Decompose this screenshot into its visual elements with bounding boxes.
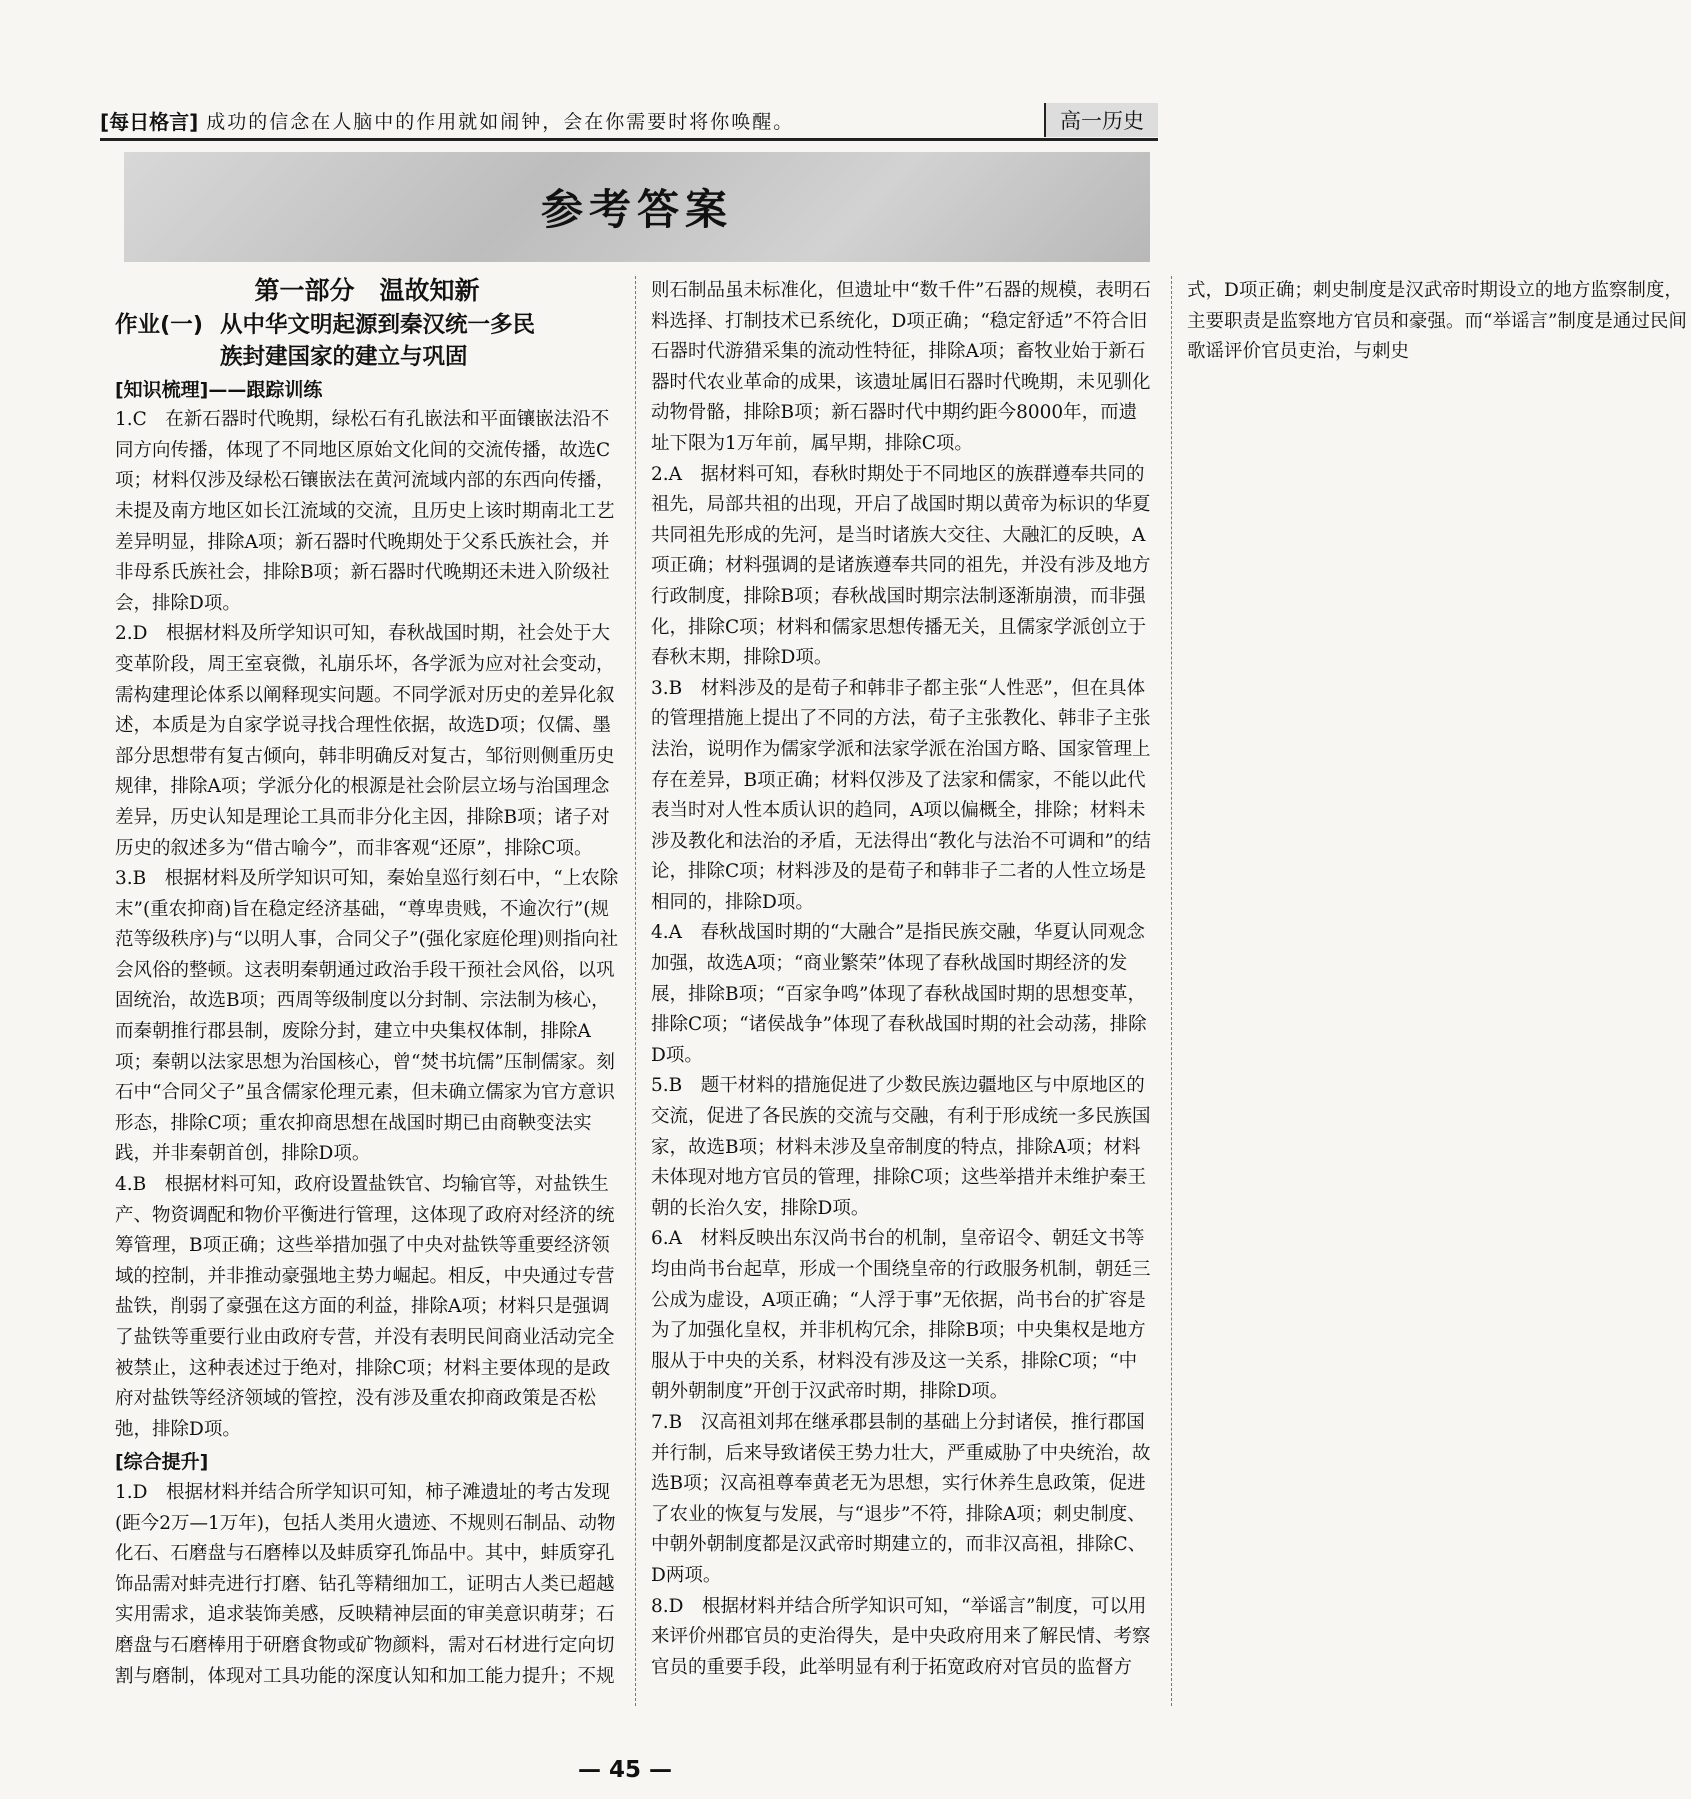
page-header xyxy=(100,102,1158,141)
homework-title-line2: 族封建国家的建立与巩固 xyxy=(220,343,468,370)
title-banner xyxy=(124,152,1150,262)
section-comprehensive: [综合提升] xyxy=(115,1451,209,1474)
section-knowledge: [知识梳理]——跟踪训练 xyxy=(115,378,323,401)
answer-entry: 1.D 根据材料并结合所学知识可知，柿子滩遗址的考古发现(距今2万—1万年)，包括人类用火遗迹、不规则石制品、动物化石、石磨盘与石磨棒以及蚌质穿孔饰品中。其中，蚌质穿孔饰品需对蚌壳进行打磨、钻孔等精细加工，证明古人类已超越实用需求，追求装饰美感，反映精神层面的审美意识萌芽；石磨盘与石磨棒用于研磨食物或矿物颜料，需对石材进行定向切割与磨制，体现对工具功能的深度认知和加工能力提升；不规则石制品虽未标准化，但遗址中“数千件”石器的规模，表明石料选择、打制技术已系统化，D项正确；“稳定舒适”不符合旧石器时代游猎采集的流动性特征，排除A项；畜牧业始于新石器时代农业革命的成果，该遗址属旧石器时代晚期，未见驯化动物骨骼，排除B项；新石器时代中期约距今8000年，而遗址下限为1万年前，属早期，排除C项。 xyxy=(115,280,1151,1687)
answer-entry: 4.B 根据材料可知，政府设置盐铁官、均输官等，对盐铁生产、物资调配和物价平衡进行管理，这体现了政府对经济的统筹管理，B项正确；这些举措加强了中央对盐铁等重要经济领域的控制，并非推动豪强地主势力崛起。相反，中央通过专营盐铁，削弱了豪强在这方面的利益，排除A项；材料只是强调了盐铁等重要行业由政府专营，并没有表明民间商业活动完全被禁止，这种表述过于绝对，排除C项；材料主要体现的是政府对盐铁等经济领域的管控，没有涉及重农抑商政策是否松弛，排除D项。 xyxy=(115,1174,615,1440)
answer-entry: 2.D 根据材料及所学知识可知，春秋战国时期，社会处于大变革阶段，周王室衰微，礼崩乐坏，各学派为应对社会变动，需构建理论体系以阐释现实问题。不同学派对历史的差异化叙述，本质是为自家学说寻找合理性依据，故选D项；仅儒、墨部分思想带有复古倾向，韩非明确反对复古，邹衍则侧重历史规律，排除A项；学派分化的根源是社会阶层立场与治国理念差异，历史认知是理论工具而非分化主因，排除B项；诸子对历史的叙述多为“借古喻今”，而非客观“还原”，排除C项。 xyxy=(115,623,615,859)
answer-columns xyxy=(115,276,1687,1706)
part-title: 第一部分 温故知新 xyxy=(254,276,480,305)
subject-label: 高一历史 xyxy=(1044,103,1158,137)
knowledge-entries xyxy=(115,405,619,1445)
answer-entry: 7.B 汉高祖刘邦在继承郡县制的基础上分封诸侯，推行郡国并行制，后来导致诸侯王势力壮大，严重威胁了中央统治，故选B项；汉高祖尊奉黄老无为思想，实行休养生息政策，促进了农业的恢复与发展，与“退步”不符，排除A项；刺史制度、中朝外朝制度都是汉武帝时期建立的，而非汉高祖，排除C、D两项。 xyxy=(651,1411,1151,1586)
answer-entry: 3.B 根据材料及所学知识可知，秦始皇巡行刻石中，“上农除末”(重农抑商)旨在稳定经济基础，“尊卑贵贱，不逾次行”(规范等级秩序)与“以明人事，合同父子”(强化家庭伦理)则指向社会风俗的整顿。这表明秦朝通过政治手段干预社会风俗，以巩固统治，故选B项；西周等级制度以分封制、宗法制为核心，而秦朝推行郡县制，废除分封，建立中央集权体制，排除A项；秦朝以法家思想为治国核心，曾“焚书坑儒”压制儒家。刻石中“合同父子”虽含儒家伦理元素，但未确立儒家为官方意识形态，排除C项；重农抑商思想在战国时期已由商鞅变法实践，并非秦朝首创，排除D项。 xyxy=(115,868,619,1165)
page-title: 参考答案 xyxy=(540,185,733,234)
homework-title-line1: 从中华文明起源到秦汉统一多民 xyxy=(220,311,536,338)
motto-tag: [每日格言] xyxy=(100,109,199,134)
answer-entry: 2.A 据材料可知，春秋时期处于不同地区的族群遵奉共同的祖先，局部共祖的出现，开启了战国时期以黄帝为标识的华夏共同祖先形成的先河，是当时诸族大交往、大融汇的反映，A项正确；材料强调的是诸族遵奉共同的祖先，并没有涉及地方行政制度，排除B项；春秋战国时期宗法制逐渐崩溃，而非强化，排除C项；材料和儒家思想传播无关，且儒家学派创立于春秋末期，排除D项。 xyxy=(651,463,1151,669)
page-number: — 45 — xyxy=(577,1757,673,1783)
answer-entry: 4.A 春秋战国时期的“大融合”是指民族交融，华夏认同观念加强，故选A项；“商业繁荣”体现了春秋战国时期经济的发展，排除B项；“百家争鸣”体现了春秋战国时期的思想变革，排除C项；“诸侯战争”体现了春秋战国时期的社会动荡，排除D项。 xyxy=(651,922,1147,1066)
answer-entry: 5.B 题干材料的措施促进了少数民族边疆地区与中原地区的交流，促进了各民族的交流与交融，有利于形成统一多民族国家，故选B项；材料未涉及皇帝制度的特点，排除A项；材料未体现对地方官员的管理，排除C项；这些举措并未维护秦王朝的长治久安，排除D项。 xyxy=(651,1075,1151,1219)
answer-entry: 1.C 在新石器时代晚期，绿松石有孔嵌法和平面镶嵌法沿不同方向传播，体现了不同地区原始文化间的交流传播，故选C项；材料仅涉及绿松石镶嵌法在黄河流域内部的东西向传播，未提及南方地区如长江流域的交流，且历史上该时期南北工艺差异明显，排除A项；新石器时代晚期处于父系氏族社会，并非母系氏族社会，排除B项；新石器时代晚期还未进入阶级社会，排除D项。 xyxy=(115,409,615,614)
answer-entry: 6.A 材料反映出东汉尚书台的机制，皇帝诏令、朝廷文书等均由尚书台起草，形成一个围绕皇帝的行政服务机制，朝廷三公成为虚设，A项正确；“人浮于事”无依据，尚书台的扩容是为了加强化皇权，并非机构冗余，排除B项；中央集权是地方服从于中央的关系，材料没有涉及这一关系，排除C项；“中朝外朝制度”开创于汉武帝时期，排除D项。 xyxy=(651,1228,1151,1403)
homework-label: 作业(一) xyxy=(115,311,204,338)
daily-motto: 成功的信念在人脑中的作用就如闹钟，会在你需要时将你唤醒。 xyxy=(206,110,795,133)
homework-title xyxy=(115,309,619,341)
answer-entry: 8.D 根据材料并结合所学知识可知，“举谣言”制度，可以用来评价州郡官员的吏治得失，是中央政府用来了解民情、考察官员的重要手段，此举明显有利于拓宽政府对官员的监督方式，D项正确；刺史制度是汉武帝时期设立的地方监察制度，主要职责是监察地方官员和豪强。而“举谣言”制度是通过民间歌谣评价官员吏治，与刺史 xyxy=(651,280,1687,1678)
answer-entry: 3.B 材料涉及的是荀子和韩非子都主张“人性恶”，但在具体的管理措施上提出了不同的方法，荀子主张教化、韩非子主张法治，说明作为儒家学派和法家学派在治国方略、国家管理上存在差异，B项正确；材料仅涉及了法家和儒家，不能以此代表当时对人性本质认识的趋同，A项以偏概全，排除；材料未涉及教化和法治的矛盾，无法得出“教化与法治不可调和”的结论，排除C项；材料涉及的是荀子和韩非子二者的人性立场是相同的，排除D项。 xyxy=(651,677,1151,913)
